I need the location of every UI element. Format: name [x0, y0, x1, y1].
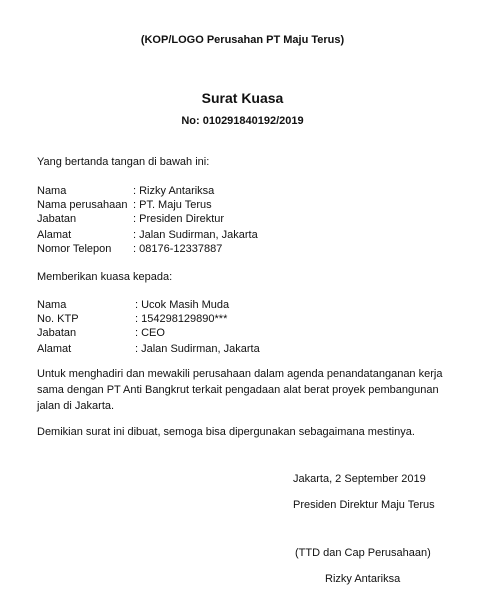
purpose-paragraph: Untuk menghadiri dan mewakili perusahaan dalam agenda penandatanganan kerja sama dengan PT Anti Bangkrut terkait pengadaan alat berat proyek pembangunan jalan di Jakarta.	[37, 368, 443, 412]
grantor-label-name: Nama	[37, 185, 67, 197]
grantor-label-position: Jabatan	[37, 213, 77, 225]
grantee-value-position: : CEO	[135, 327, 165, 339]
grantor-value-phone: : 08176-12337887	[133, 243, 223, 255]
grantor-value-position: : Presiden Direktur	[133, 213, 225, 225]
grant-intro-text: Memberikan kuasa kepada:	[37, 271, 173, 283]
grantor-label-address: Alamat	[37, 229, 72, 241]
signature-place-date: Jakarta, 2 September 2019	[293, 473, 426, 485]
grantee-label-position: Jabatan	[37, 327, 77, 339]
grantee-label-address: Alamat	[37, 343, 72, 355]
grantee-label-ktp: No. KTP	[37, 313, 79, 325]
grantee-value-ktp: : 154298129890***	[135, 313, 228, 325]
intro-text: Yang bertanda tangan di bawah ini:	[37, 156, 210, 168]
grantor-label-phone: Nomor Telepon	[37, 243, 112, 255]
grantee-label-name: Nama	[37, 299, 67, 311]
signature-name: Rizky Antariksa	[325, 573, 401, 585]
letter-title: Surat Kuasa	[201, 90, 284, 106]
letterhead: (KOP/LOGO Perusahan PT Maju Terus)	[140, 34, 345, 46]
grantor-value-company: : PT. Maju Terus	[133, 199, 212, 211]
signature-position: Presiden Direktur Maju Terus	[293, 499, 435, 511]
signature-stamp-note: (TTD dan Cap Perusahaan)	[295, 547, 431, 559]
grantee-value-address: : Jalan Sudirman, Jakarta	[135, 343, 260, 355]
grantee-value-name: : Ucok Masih Muda	[135, 299, 230, 311]
grantor-label-company: Nama perusahaan	[37, 199, 128, 211]
grantor-value-address: : Jalan Sudirman, Jakarta	[133, 229, 258, 241]
letter-number: No: 010291840192/2019	[181, 115, 304, 127]
closing-paragraph: Demikian surat ini dibuat, semoga bisa dipergunakan sebagaimana mestinya.	[37, 426, 415, 438]
grantor-value-name: : Rizky Antariksa	[133, 185, 215, 197]
